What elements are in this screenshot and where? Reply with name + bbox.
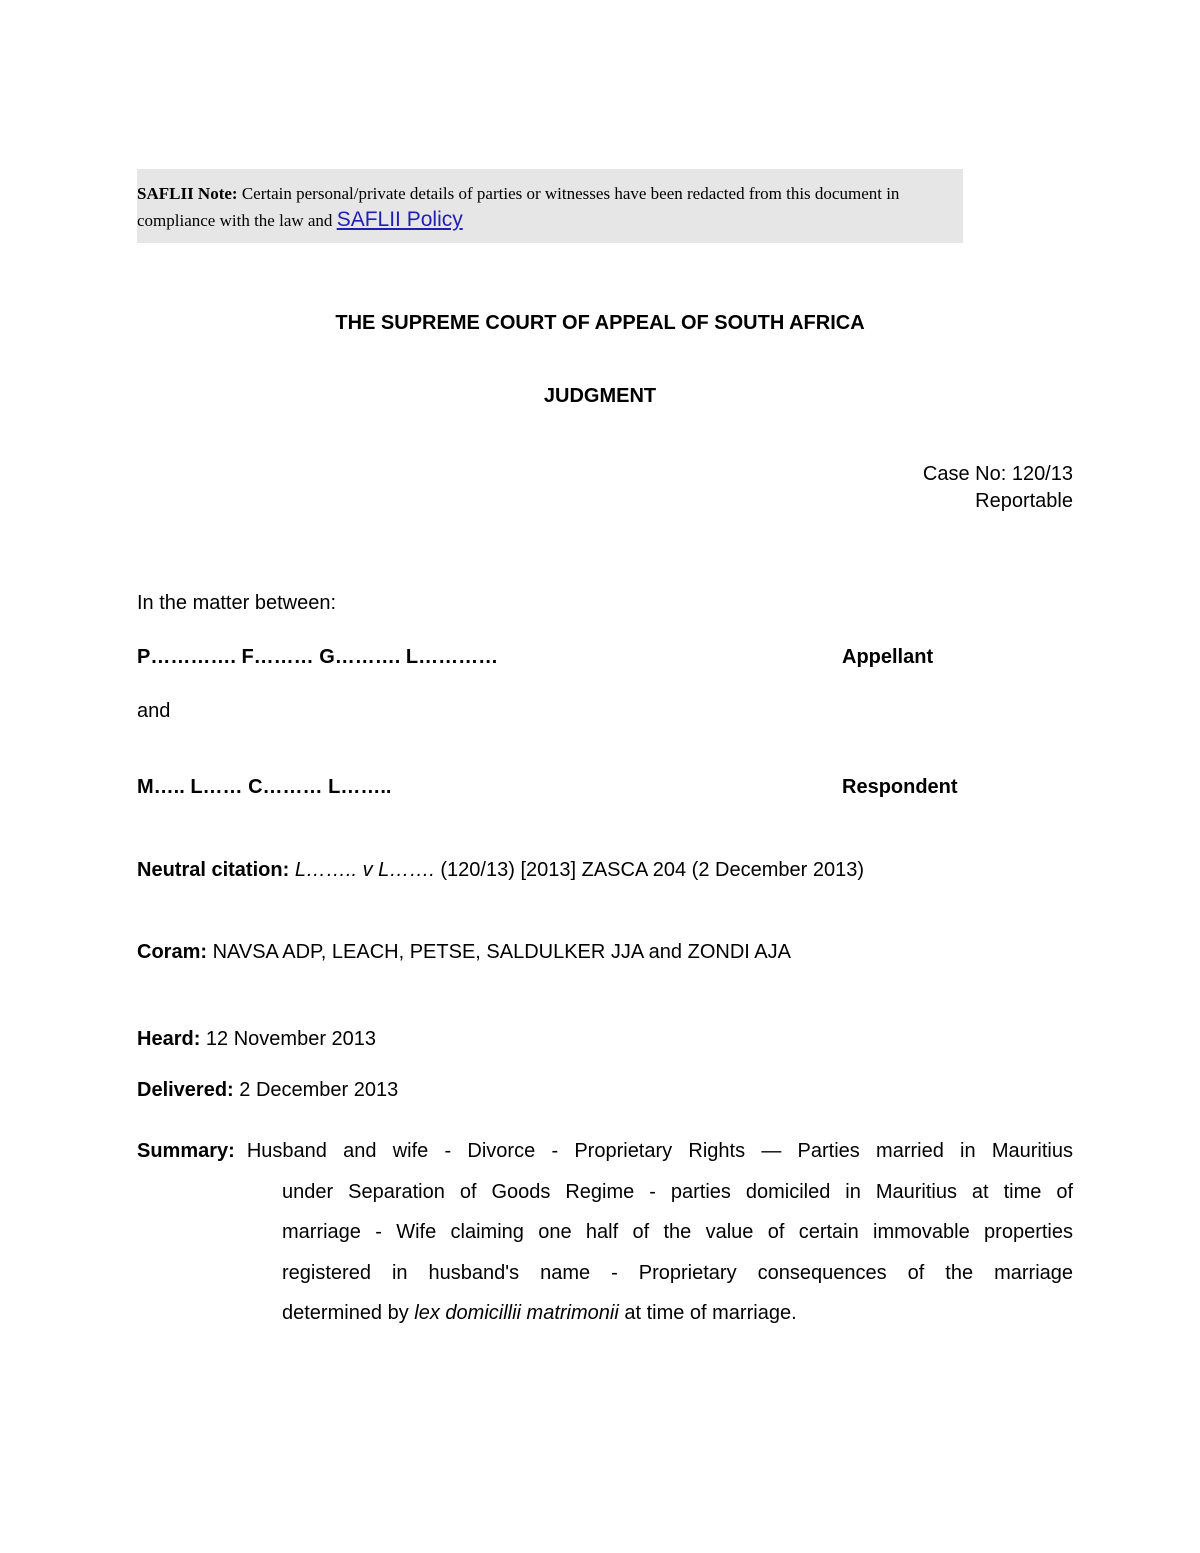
reportable-label: Reportable	[975, 490, 1073, 512]
coram-text: NAVSA ADP, LEACH, PETSE, SALDULKER JJA and ZONDI AJA	[207, 941, 791, 963]
summary	[137, 1131, 1073, 1334]
coram	[137, 941, 791, 964]
delivered-label: Delivered:	[137, 1079, 234, 1101]
summary-line-5	[282, 1293, 1073, 1334]
citation-text: (120/13) [2013] ZASCA 204 (2 December 2013)	[434, 859, 864, 881]
case-info	[923, 461, 1073, 515]
heard-date: 12 November 2013	[200, 1028, 377, 1050]
note-text: Certain personal/private details of parties or witnesses have been redacted from this document in compliance with the law and	[137, 184, 900, 230]
saflii-policy-link[interactable]: SAFLII Policy	[336, 208, 463, 231]
matter-between: In the matter between:	[137, 592, 337, 614]
delivered-date: 2 December 2013	[233, 1079, 399, 1101]
case-number: Case No: 120/13	[922, 463, 1073, 485]
summary-legal-term: lex domicillii matrimonii	[414, 1302, 619, 1324]
summary-first-row	[137, 1131, 1073, 1172]
summary-line-3: marriage - Wife claiming one half of the value of certain immovable properties	[282, 1221, 1073, 1243]
summary-line-2: under Separation of Goods Regime - parties domiciled in Mauritius at time of	[282, 1180, 1073, 1203]
summary-line-1: Husband and wife - Divorce - Proprietary Rights — Parties married in Mauritius	[246, 1140, 1073, 1162]
saflii-note-box	[137, 169, 963, 243]
summary-line-4: registered in husband's name - Proprietary consequences of the marriage	[282, 1261, 1073, 1284]
appellant-role: Appellant	[842, 646, 934, 668]
delivered	[137, 1079, 398, 1102]
judgment-heading: JUDGMENT	[543, 385, 657, 407]
summary-line-5-pre: determined by	[282, 1302, 415, 1324]
summary-line-5-post: at time of marriage.	[618, 1302, 797, 1324]
respondent-role: Respondent	[842, 776, 958, 798]
and-connector: and	[137, 700, 171, 722]
citation-parties: L…….. v L…….	[294, 859, 435, 881]
neutral-citation	[137, 859, 864, 882]
court-title: THE SUPREME COURT OF APPEAL OF SOUTH AFRICA	[335, 312, 865, 334]
heard	[137, 1028, 376, 1051]
citation-label: Neutral citation:	[137, 859, 290, 881]
summary-continuation	[282, 1172, 1073, 1334]
coram-label: Coram:	[137, 941, 208, 963]
note-label: SAFLII Note:	[137, 184, 238, 203]
appellant-name: P…………. F……… G………. L…………	[137, 646, 499, 668]
respondent-name: M….. L…… C……… L……..	[137, 776, 392, 798]
heard-label: Heard:	[137, 1028, 201, 1050]
summary-label: Summary:	[137, 1140, 235, 1162]
